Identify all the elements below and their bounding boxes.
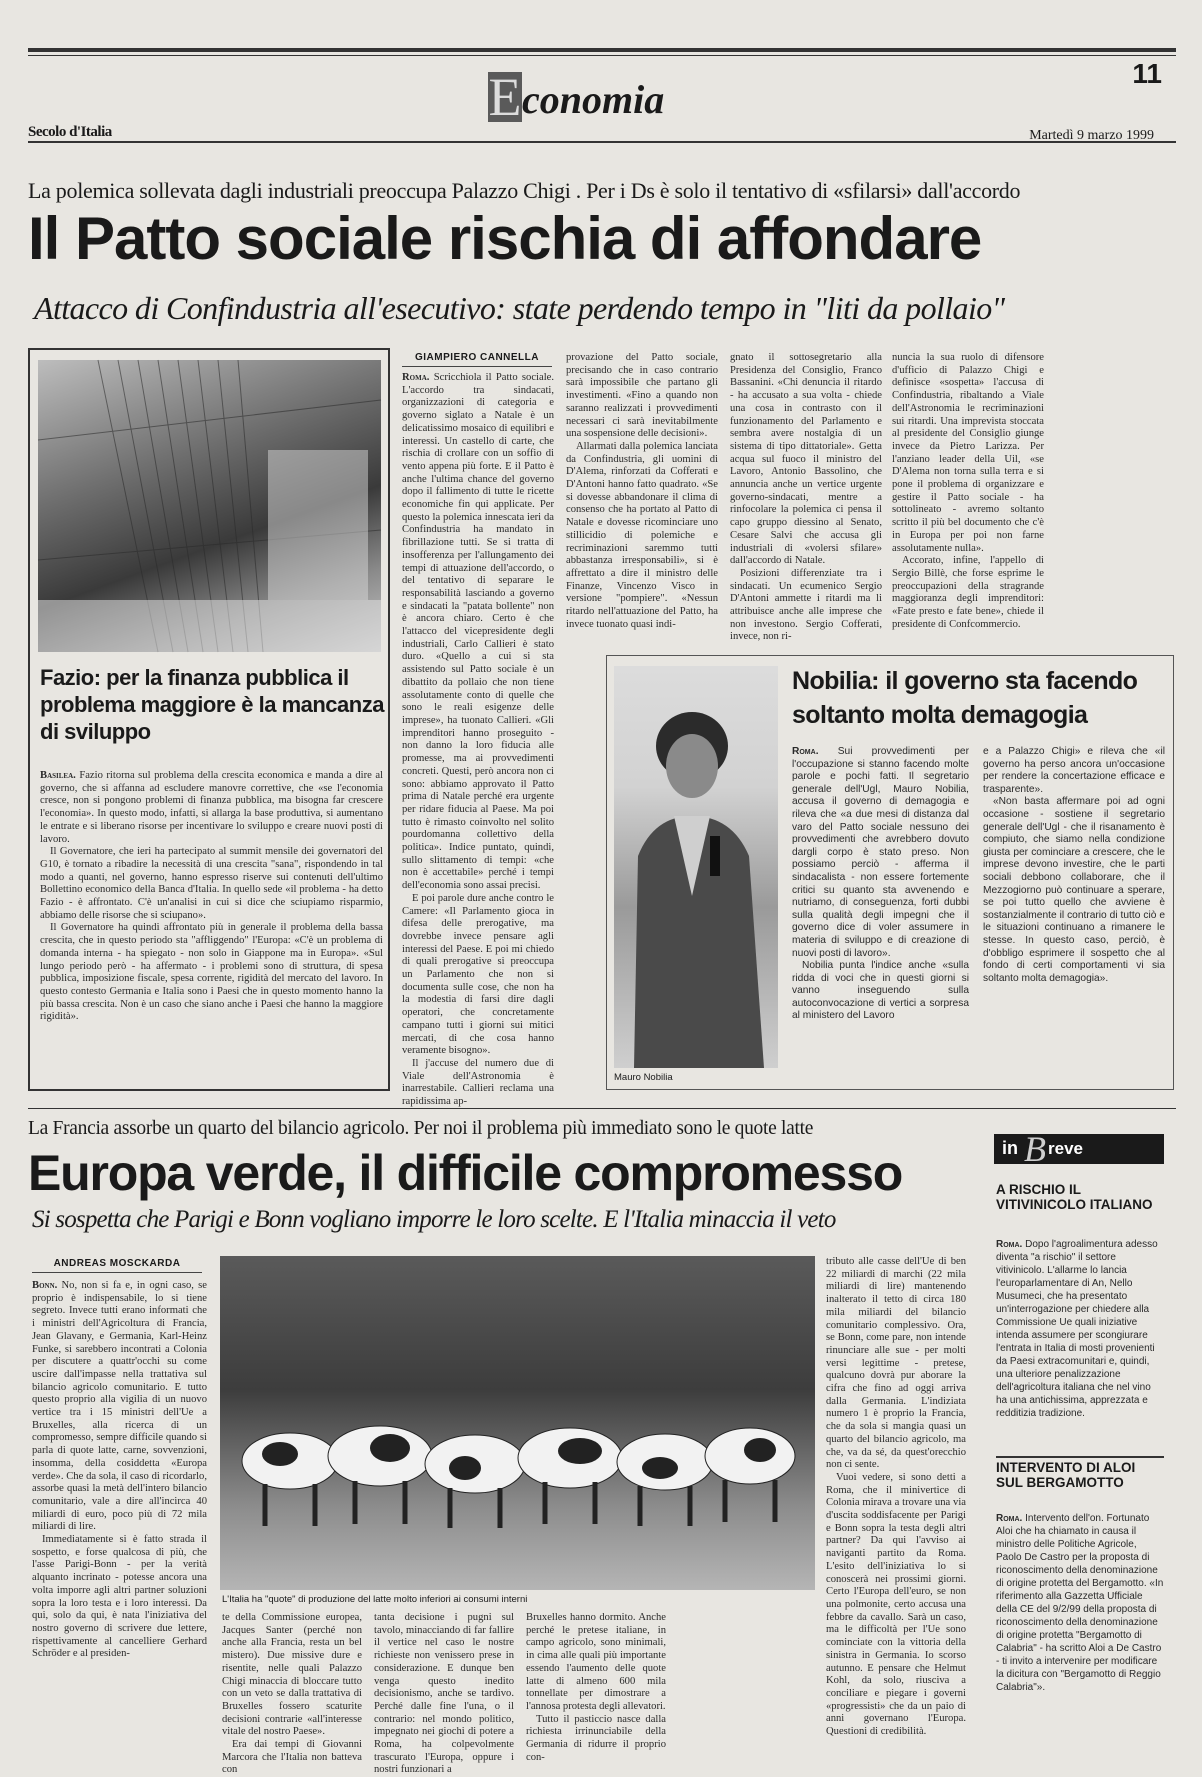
- inbreve-item2-title: INTERVENTO DI ALOI SUL BERGAMOTTO: [996, 1460, 1136, 1490]
- lead-col3b-text: Posizioni differenziate tra i sindacati. Un ecumenico Sergio D'Antoni ammette i ritardi ma li attribuisce anche alle imprese che non investono. Sergio Cofferati, invece, non ri-: [730, 567, 882, 643]
- inbreve-item1-text: Dopo l'agroalimentura adesso diventa "a rischio" il settore vitivinicolo. L'allarme lo lancia l'europarlamentare di An, Nello Musumeci, che ha presentato un'interrogazione per chiedere alla Commissione Ue quali iniziative intenda assumere per scongiurare l'entrata in Italia di mosti provenienti da Paesi extracomunitari e, quindi, una ulteriore penalizzazione dell'agricoltura italiana che nel vino ha una antichissima, apprezzata e redditizia tradizione.: [996, 1239, 1158, 1419]
- europa-kicker: La Francia assorbe un quarto del bilancio agricolo. Per noi il problema più immediato sono le quote latte: [28, 1118, 814, 1139]
- lead-col-1: [402, 372, 554, 1108]
- lead-col1b-text: E poi parole dure anche contro le Camere: «Il Parlamento gioca in difesa delle prerogative, ma dovrebbe invece pensare agli interessi del Paese. E poi mi chiedo di quali prerogative si preoccupa un Parlamento che non si documenta sulle cose, che non ha la modestia di farsi dire dagli operatori, che concretamente campano tutti i giorni sui mitici mercati, di che cosa hanno veramente bisogno».: [402, 892, 554, 1057]
- fazio-p3: Il Governatore ha quindi affrontato più in generale il problema della bassa crescita, che in questo periodo sta "affliggendo" l'Europa: «C'è un problema di domanda interna - ha spiegato - non solo in Giappone ma in Europa». «Sul lungo periodo però - ha affermato - i problemi sono di struttura, di spesa pubblica, imposizione fiscale, spesa corrente, rigidità del mercato del lavoro. In questo contesto Germania e Italia sono i Paesi che in questo momento hanno la più bassa crescita. Non è un caso che siano anche i Paesi che hanno la maggiore rigidità».: [40, 922, 383, 1023]
- fazio-p1: Fazio ritorna sul problema della crescita economica e manda a dire al governo, che si affanna ad escludere manovre correttive, che «se l'economia cresce, non si pongono problemi di finanza pubblica, ma bisogna far crescere l'economia». In questo modo, infatti, si allarga la base produttiva, si aumentano le entrate e si liberano risorse per incentivare lo sviluppo e creare nuovi posti di lavoro.: [40, 770, 383, 845]
- lead-col-4: [892, 352, 1044, 642]
- inbreve-divider: [996, 1456, 1164, 1458]
- page-number: 11: [1132, 58, 1162, 89]
- nobilia-col-2: [983, 746, 1165, 1081]
- section-title-initial: E: [488, 67, 522, 127]
- speaker-portrait-image: [614, 666, 778, 1068]
- europa-col1b-text: Immediatamente si è fatto strada il sospetto, e forse qualcosa di più, che l'asse Parigi-Bonn - per la verità alquanto incrinato - potesse ancora una volta imporre agli altri partner soluzioni sopra la loro testa e i loro interessi. Da qui, solo da qui, è nata l'iniziativa del nostro governo di scrivere due lettere, rispettivamente al cancelliere Gerhard Schröder e al presiden-: [32, 1534, 207, 1660]
- inbreve-item1-place: Roma.: [996, 1239, 1023, 1250]
- issue-date: Martedì 9 marzo 1999: [1029, 128, 1154, 143]
- nobilia-headline: Nobilia: il governo sta facendo soltanto molta demagogia: [792, 667, 1138, 729]
- dairy-cows-image: [220, 1256, 815, 1590]
- lead-place: Roma.: [402, 372, 430, 383]
- inbreve-logo: [994, 1129, 1164, 1169]
- europa-col-3: [374, 1612, 514, 1776]
- nobilia-col2b-text: «Non basta affermare poi ad ogni occasione - sostiene il segretario generale dell'Ugl - che il risanamento è compiuto, che siamo nella condizione giusta per cominciare a crescere, che le imprese devono investire, che le parti sociali debbono collaborare, che il Mezzogiorno può continuare a sperare, se poi tutto quello che avviene è sostanzialmente il contrario di tutto ciò e le situazioni continuano a rimanere le stesse. In questo caso, perciò, è d'obbligo esprimere il sospetto che al fondo di certi comportamenti vi sia soltanto molta demagogia».: [983, 796, 1165, 984]
- nobilia-photo: [614, 666, 778, 1068]
- section-title-rest: conomia: [522, 77, 665, 122]
- nobilia-col1b-text: Nobilia punta l'indice anche «sulla ridda di voci che in questi giorni si vanno inseguendo sulla autoconvocazione di vertici a sorpresa al ministero del Lavoro: [792, 960, 969, 1022]
- inbreve-item1-title: A RISCHIO IL VITIVINICOLO ITALIANO: [996, 1182, 1153, 1212]
- europa-col2b-text: Era dai tempi di Giovanni Marcora che l'Italia non batteva con: [222, 1739, 362, 1776]
- europa-col3-text: tanta decisione i pugni sul tavolo, minacciando di far fallire il vertice nel caso le nostre richieste non venissero prese in considerazione. E dunque ben venga questo inedito decisionismo, anche se tardivo. Perché dalle fine l'una, o il contrario: nel mondo politico, impegnato nei giochi di potere a Roma, ha colpevolmente trascurato l'Europa, oppure i nostri funzionari a: [374, 1612, 514, 1776]
- lead-col2-text: provazione del Patto sociale, precisando che in caso contrario sarà impossibile che partano gli investimenti. «Fino a quando non saranno realizzati i provvedimenti necessari ci sarà inevitabilmente una sospensione delle decisioni».: [566, 352, 718, 440]
- fazio-place: Basilea.: [40, 770, 76, 781]
- lead-kicker: La polemica sollevata dagli industriali preoccupa Palazzo Chigi . Per i Ds è solo il tentativo di «sfilarsi» dall'accordo: [28, 178, 1021, 203]
- lead-subheadline: Attacco di Confindustria all'esecutivo: state perdendo tempo in "liti da pollaio": [34, 290, 1005, 326]
- europa-col-4: [526, 1612, 666, 1763]
- europa-headline: Europa verde, il difficile compromesso: [28, 1145, 903, 1201]
- loom-machinery-image: [38, 360, 381, 652]
- europa-col5-text: tributo alle casse dell'Ue di ben 22 miliardi di marchi (22 mila miliardi di lire) mantenendo inalterato il tetto di circa 180 mila miliardi del bilancio comunitario complessivo. Ora, se Bonn, come pare, non intende rinunciare alle sue - per molti versi legittime - pretese, qualcuno dovrà pur aborare la cifra che fino ad oggi arriva dalla Germania. L'indiziata numero 1 è proprio la Francia, che da sola si mangia quasi un quarto del bilancio agricolo, ma che, va da sé, da quest'orecchio non ci sente.: [826, 1256, 966, 1471]
- inbreve-item2-body: [996, 1512, 1164, 1750]
- nobilia-place: Roma.: [792, 746, 819, 757]
- lead-col1-text: Scricchiola il Patto sociale. L'accordo tra sindacati, organizzazioni di categoria e governo siglato a Natale è un delicatissimo mosaico di equilibri e interessi. Un castello di carte, che rischia di crollare con un soffio di vento appena più forte. E il Patto è anche l'ultima chance del governo dopo il fallimento di tutte le ricette economiche fin qui applicate. Per questo la polemica innescata ieri da Confindustria ha mandato in fibrillazione tutti. Se si tratta di insofferenza per l'allungamento dei tempi di attuazione dell'accordo, o del tentativo di separare le responsabilità lasciando a governo e sindacati la "patata bollente" non è ancora chiaro. Certo è che l'attacco del vicepresidente degli industriali, Carlo Callieri è stato duro. «Quello a cui si sta assistendo sul Patto sociale è un dibattito da pollaio che non tiene assolutamente conto di quelle che sono le reali esigenze delle imprese», ha tuonato Callieri. «Gli imprenditori hanno proseguito - non danno la loro fiducia alle promesse, ma ai provvedimenti concreti. Questi, però ancora non ci sono: abbiamo approvato il Patto prima di Natale perché era urgente per ridare fiducia al Paese. Ma poi tutto è rimasto coinvolto nel solito pourdomanna collettivo della politica». Indice puntato, quindi, sullo slittamento di tempi: «che non è accettabile» perché i tempi dell'economia sono assai precisi.: [402, 372, 554, 892]
- lead-col2b-text: Allarmati dalla polemica lanciata da Confindustria, gli uomini di D'Alema, rinforzati da Cofferati e D'Antoni hanno fatto quadrato. «Se si dovesse abbandonare il clima di consenso che ha portato al Patto di Natale e dovesse ricominciare uno stillicidio di polemiche e recriminazioni saremmo tutti abbastanza irresponsabili», si è affrettato a dire il ministro delle Finanze, Vincenzo Visco in versione "pompiere". «Nessun ritardo nell'attuazione del Patto, ha invece tuonato quasi indi-: [566, 440, 718, 630]
- inbreve-logo-pre: in: [1002, 1138, 1018, 1158]
- lead-col-2: [566, 352, 718, 642]
- lead-col-3: [730, 352, 882, 642]
- top-rule-thin: [28, 55, 1176, 56]
- fazio-p2: Il Governatore, che ieri ha partecipato al summit mensile dei governatori del G10, è tornato a ribadire la necessità di una crescita "sana", rispondendo in tal modo a quanti, nel governo, hanno espresso riserve sui contenuti dell'ultimo Bollettino economico della Banca d'Italia. In quello sede «il problema - ha detto Fazio - è affrontato. C'è un'analisi in cui si dice che sciupiamo risparmio, abbiamo delle risorse che si sciupano».: [40, 846, 383, 921]
- nobilia-col2-text: e a Palazzo Chigi» e rileva che «il governo ha perso ancora un'occasione per rendere la concertazione efficace e trasparente».: [983, 746, 1165, 795]
- europa-col-2: [222, 1612, 362, 1776]
- inbreve-logo-rest: reve: [1048, 1139, 1083, 1158]
- lead-byline: GIAMPIERO CANNELLA: [402, 352, 552, 367]
- europa-col2-text: te della Commissione europea, Jacques Santer (perché non anche alla Francia, resta un bel mistero). Due missive dure e risentite, nelle quali Palazzo Chigi minaccia di bloccare tutto con un veto se dalla trattativa di Bruxelles fossero scaturite decisioni contrarie «all'interesse vitale del nostro Paese».: [222, 1612, 362, 1738]
- cows-photo: [220, 1256, 815, 1590]
- section-title: [488, 67, 665, 127]
- fazio-headline: Fazio: per la finanza pubblica il problema maggiore è la mancanza di sviluppo: [40, 665, 384, 744]
- nobilia-col-1: [792, 746, 969, 1081]
- lead-col4b-text: Accorato, infine, l'appello di Sergio Billè, che forse esprime le preoccupazioni della stragrande maggioranza degli imprenditori: «Fate presto e fate bene», chiede il presidente di Confcommercio.: [892, 555, 1044, 630]
- factory-photo: [38, 360, 381, 652]
- top-rule-thick: [28, 48, 1176, 52]
- europa-col1-text: No, non si fa e, in ogni caso, se proprio è indispensabile, lo si tiene segreto. Invece tutti erano informati che i ministri dell'Agricoltura di Francia, Jean Glavany, e Germania, Karl-Heinz Funke, si sarebbero incontrati a Colonia per discutere a quattr'occhi su come uscire dall'impasse nella trattativa sul bilancio agricolo comunitario. E tutto questo proprio alla vigilia di un nuovo vertice tra i 15 ministri dell'Ue a Bruxelles, alla ricerca di un compromesso, sempre difficile quando si parla di quote latte, carne, sovvenzioni, insomma, della cosiddetta «Europa verde». Che da sola, il caso di ricordarlo, assorbe quasi la metà dell'intero bilancio comunitario, vale a dire all'incirca 40 miliardi di euro, poco più di 72 mila miliardi di lire.: [32, 1280, 207, 1533]
- europa-col4-text: Bruxelles hanno dormito. Anche perché le pretese italiane, in campo agricolo, sono minimali, in cima alle quali più importante essendo l'aumento delle quote latte di almeno 600 mila tonnellate per dimostrare a l'annosa protesta degli allevatori.: [526, 1612, 666, 1712]
- paper-name: Secolo d'Italia: [28, 124, 112, 140]
- europa-byline: ANDREAS MOSCKARDA: [32, 1258, 202, 1273]
- middle-rule: [28, 1108, 1176, 1109]
- inbreve-item2-place: Roma.: [996, 1513, 1023, 1524]
- europa-col4b-text: Tutto il pasticcio nasce dalla richiesta irrinunciabile della Germania di ridurre il proprio con-: [526, 1713, 666, 1763]
- lead-col1c-text: Il j'accuse del numero due di Viale dell'Astronomia è inarrestabile. Callieri reclama una rapidissima ap-: [402, 1057, 554, 1108]
- europa-place: Bonn.: [32, 1280, 58, 1291]
- europa-col5b-text: Vuoi vedere, si sono detti a Roma, che il minivertice di Colonia mirava a trovare una via d'uscita soddisfacente per Parigi e Bonn sopra la testa degli altri partner? Da qui l'avviso ai naviganti partito da Roma. L'esito dell'iniziativa lo si conoscerà nei prossimi giorni. Certo l'Europa dell'euro, se non una polmonite, certo accusa una febbre da cavallo. Sarà un caso, ma le difficoltà per l'Ue sono cominciate con la vittoria della sinistra in Germania. Io scorso autunno. E pensare che Helmut Kohl, da solo, riusciva a conciliare e piegare i governi «progressisti» che da un paio di anni governano l'Europa. Questioni di credibilità.: [826, 1471, 966, 1738]
- inbreve-item2-text: Intervento dell'on. Fortunato Aloi che ha chiamato in causa il ministro delle Politiche Agricole, Paolo De Castro per la proposta di riconoscimento della denominazione di origine protetta del Bergamotto. «In riferimento alla Gazzetta Ufficiale della CE del 9/2/99 della proposta di riconoscimento della denominazione di origine protetta "Bergamotto di Calabria" - ha scritto Aloi a De Castro - ti invito a intervenire per modificare la dicitura con "Bergamotto di Reggio Calabria"».: [996, 1513, 1164, 1693]
- nobilia-col1-text: Sui provvedimenti per l'occupazione si stanno facendo molte parole e pochi fatti. Il segretario generale dell'Ugl, Mauro Nobilia, accusa il governo di demagogia e rileva che «a due mesi di distanza dal varo del Patto sociale nessuno dei provvedimenti che avrebbero dovuto dargli corpo è stato preso. Non possiamo perciò - afferma il sindacalista - non essere fortemente critici su quanto sta avvenendo e nutriamo, di conseguenza, forti dubbi sulla qualità degli impegni che il governo dice di voler assumere in materia di sviluppo e di creazione di nuovi posti di lavoro».: [792, 746, 969, 959]
- lead-col4-text: nuncia la sua ruolo di difensore d'ufficio di Palazzo Chigi e definisce «sospetta» l'accusa di Confindustria, ribaltando a Viale dell'Astronomia le recriminazioni sui ritardi. Una imprevista stoccata al presidente del Consiglio giunge invece da Pietro Larizza. Per l'anziano leader della Uil, «se D'Alema non torna sulla terra e si pone il problema di organizzare e gestire il Patto sociale - ha sottolineato - avremo soltanto scritto il più bel documento che c'è in Europa per poi non farne assolutamente nulla».: [892, 352, 1044, 554]
- lead-headline: Il Patto sociale rischia di affondare: [28, 205, 982, 272]
- europa-subheadline: Si sospetta che Parigi e Bonn vogliano imporre le loro scelte. E l'Italia minaccia il veto: [32, 1206, 836, 1233]
- masthead-rule: [28, 141, 1176, 143]
- europa-col-1: [32, 1280, 207, 1750]
- inbreve-logo-initial: B: [1024, 1129, 1046, 1169]
- europa-col-5: [826, 1256, 966, 1750]
- cows-caption: L'Italia ha "quote" di produzione del latte molto inferiori ai consumi interni: [222, 1594, 528, 1605]
- fazio-body: [40, 770, 383, 1085]
- nobilia-caption: Mauro Nobilia: [614, 1072, 673, 1083]
- lead-col3-text: gnato il sottosegretario alla Presidenza del Consiglio, Franco Bassanini. «Chi denuncia il ritardo - ha accusato a sua volta - chiede una cosa in contrasto con il funzionamento del Parlamento e sembra avere nostalgia di un sistema di tipo dittatoriale». Getta acqua sul fuoco il ministro del Lavoro, Antonio Bassolino, che annuncia anche un vertice urgente governo-sindacati, mentre a rinfocolare la polemica ci pensa il capo gruppo diessino al Senato, Cesare Salvi che accusa gli industriali di «volersi sfilare» dall'accordo di Natale.: [730, 352, 882, 567]
